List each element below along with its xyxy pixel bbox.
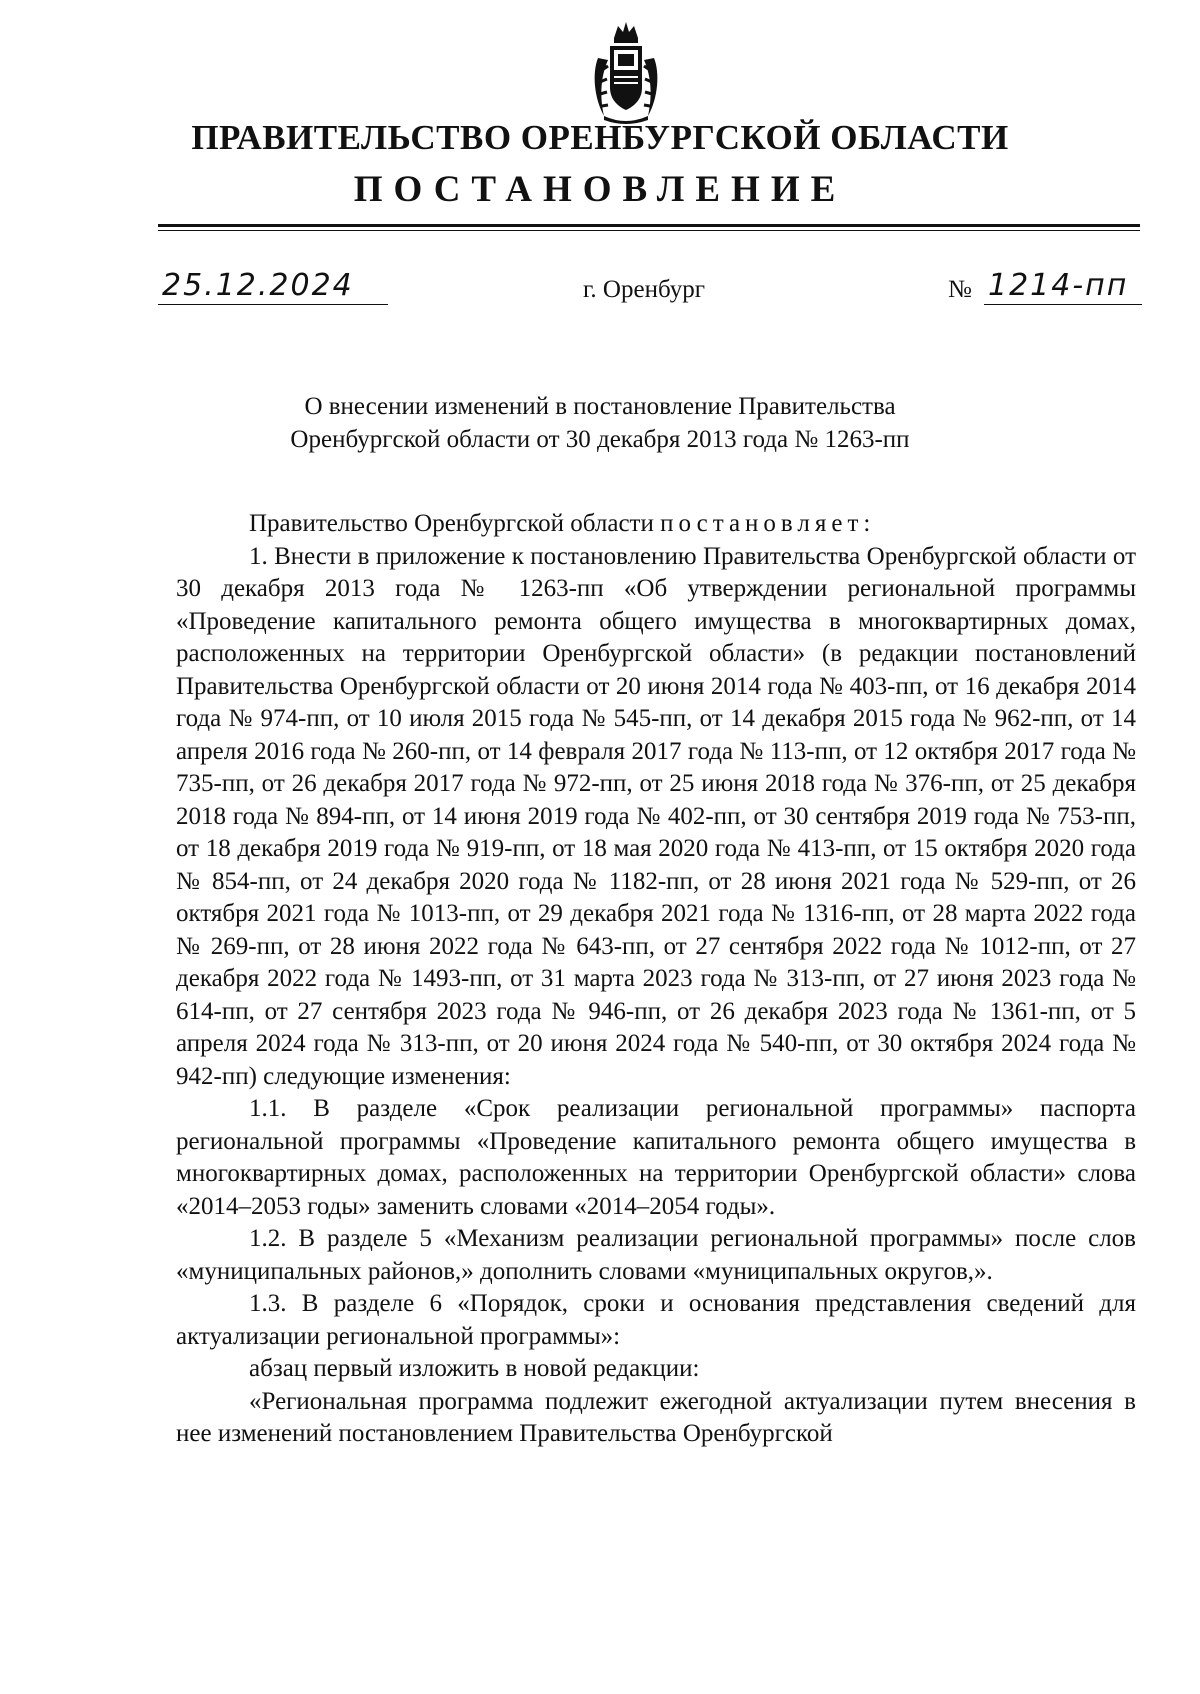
document-number: 1214-пп <box>988 268 1129 303</box>
paragraph-1-3-a: абзац первый изложить в новой редакции: <box>249 1355 700 1382</box>
paragraph-1-3: 1.3. В разделе 6 «Порядок, сроки и основания представления сведений для актуализации региональной программы»: <box>176 1290 1136 1350</box>
intro-text: Правительство Оренбургской области <box>249 510 654 537</box>
intro-decree-word: постановляет: <box>660 510 876 537</box>
document-body <box>176 508 1136 1451</box>
paragraph-1-2: 1.2. В разделе 5 «Механизм реализации региональной программы» после слов «муниципальных районов,» дополнить словами «муниципальных округов,». <box>176 1225 1136 1285</box>
header-rule-thick <box>158 224 1140 227</box>
subject-line-1: О внесении изменений в постановление Правительства <box>304 393 896 420</box>
document-number-line <box>984 268 1142 305</box>
document-date-line <box>158 268 388 305</box>
organization-title: ПРАВИТЕЛЬСТВО ОРЕНБУРГСКОЙ ОБЛАСТИ <box>191 118 1009 157</box>
paragraph-1-1: 1.1. В разделе «Срок реализации региональной программы» паспорта региональной программы «Проведение капитального ремонта общего имущества в многоквартирных домах, расположенных на территории Оренбургской области» слова «2014–2053 годы» заменить словами «2014–2054 годы». <box>176 1095 1136 1220</box>
document-date: 25.12.2024 <box>162 268 354 303</box>
document-city: г. Оренбург <box>583 276 705 303</box>
header-rule-thin <box>158 230 1140 231</box>
intro-paragraph <box>176 508 1136 541</box>
subject-line-2: Оренбургской области от 30 декабря 2013 года № 1263-пп <box>290 426 910 453</box>
paragraph-1: 1. Внести в приложение к постановлению Правительства Оренбургской области от 30 декабря 2013 года № 1263-пп «Об утверждении региональной программы «Проведение капитального ремонта общего имущества в многоквартирных домах, расположенных на территории Оренбургской области» (в редакции постановлений Правительства Оренбургской области от 20 июня 2014 года № 403-пп, от 16 декабря 2014 года № 974-пп, от 10 июля 2015 года № 545-пп, от 14 декабря 2015 года № 962-пп, от 14 апреля 2016 года № 260-пп, от 14 февраля 2017 года № 113-пп, от 12 октября 2017 года № 735-пп, от 26 декабря 2017 года № 972-пп, от 25 июня 2018 года № 376-пп, от 25 декабря 2018 года № 894-пп, от 14 июня 2019 года № 402-пп, от 30 сентября 2019 года № 753-пп, от 18 декабря 2019 года № 919-пп, от 18 мая 2020 года № 413-пп, от 15 октября 2020 года № 854-пп, от 24 декабря 2020 года № 1182-пп, от 28 июня 2021 года № 529-пп, от 26 октября 2021 года № 1013-пп, от 29 декабря 2021 года № 1316-пп, от 28 марта 2022 года № 269-пп, от 28 июня 2022 года № 643-пп, от 27 сентября 2022 года № 1012-пп, от 27 декабря 2022 года № 1493-пп, от 31 марта 2023 года № 313-пп, от 27 июня 2023 года № 614-пп, от 27 сентября 2023 года № 946-пп, от 26 декабря 2023 года № 1361-пп, от 5 апреля 2024 года № 313-пп, от 20 июня 2024 года № 540-пп, от 30 октября 2024 года № 942-пп) следующие изменения: <box>176 542 1136 1090</box>
document-type-title: ПОСТАНОВЛЕНИЕ <box>353 169 847 210</box>
document-number-label: № <box>948 276 972 303</box>
coat-of-arms-icon <box>590 18 662 126</box>
document-subject <box>200 390 1000 456</box>
paragraph-1-3-b: «Региональная программа подлежит ежегодной актуализации путем внесения в нее изменений постановлением Правительства Оренбургской <box>176 1387 1136 1447</box>
